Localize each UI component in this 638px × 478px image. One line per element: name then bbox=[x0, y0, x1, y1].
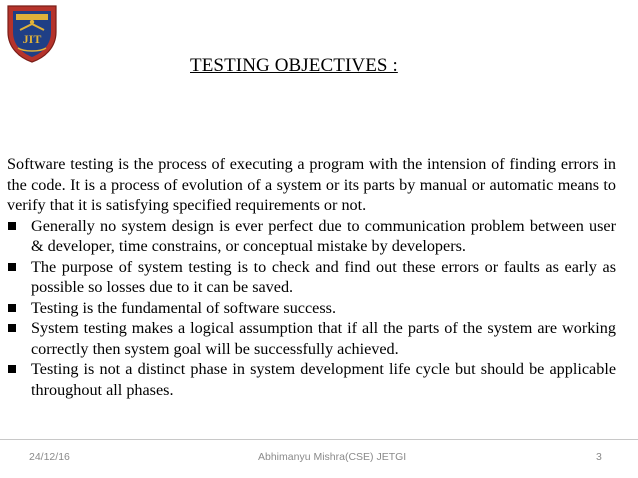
square-bullet-icon bbox=[8, 324, 16, 332]
bullet-text: Testing is not a distinct phase in system development life cycle but should be applicable throughout all phases. bbox=[31, 360, 616, 399]
bullet-item bbox=[7, 257, 616, 298]
slide-body bbox=[7, 154, 616, 400]
bullet-item bbox=[7, 216, 616, 257]
bullet-item bbox=[7, 298, 616, 319]
bullet-text: Testing is the fundamental of software success. bbox=[31, 298, 336, 317]
bullet-text: The purpose of system testing is to check and find out these errors or faults as early as possible so losses due to it can be saved. bbox=[31, 257, 616, 296]
bullet-list bbox=[7, 216, 616, 401]
intro-paragraph: Software testing is the process of executing a program with the intension of finding errors in the code. It is a process of evolution of a system or its parts by manual or automatic means to verify that it is satisfying specified requirements or not. bbox=[7, 155, 616, 214]
square-bullet-icon bbox=[8, 304, 16, 312]
crest-initials: JIT bbox=[22, 32, 42, 46]
footer-page-number: 3 bbox=[596, 451, 602, 463]
bullet-item bbox=[7, 359, 616, 400]
footer-author: Abhimanyu Mishra(CSE) JETGI bbox=[258, 451, 407, 463]
slide-title: TESTING OBJECTIVES : bbox=[190, 55, 398, 76]
college-crest-icon bbox=[2, 2, 62, 64]
square-bullet-icon bbox=[8, 263, 16, 271]
footer-divider bbox=[0, 439, 638, 440]
bullet-text: Generally no system design is ever perfect due to communication problem between user & developer, time constrains, or conceptual mistake by developers. bbox=[31, 216, 616, 255]
bullet-item bbox=[7, 318, 616, 359]
college-logo bbox=[2, 2, 62, 64]
square-bullet-icon bbox=[8, 365, 16, 373]
bullet-text: System testing makes a logical assumption that if all the parts of the system are working correctly then system goal will be successfully achieved. bbox=[31, 319, 616, 358]
footer-date: 24/12/16 bbox=[29, 451, 70, 463]
square-bullet-icon bbox=[8, 222, 16, 230]
